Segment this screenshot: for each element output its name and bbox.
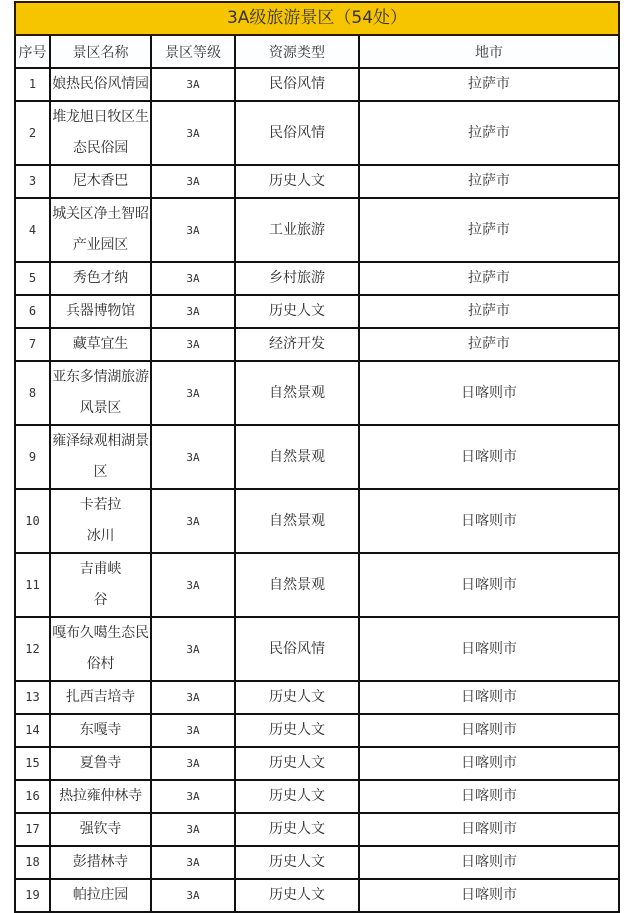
cell-grade: 3A (151, 489, 235, 553)
table-row (15, 846, 619, 879)
cell-city: 日喀则市 (359, 714, 619, 747)
cell-type: 历史人文 (235, 681, 359, 714)
cell-type: 历史人文 (235, 714, 359, 747)
cell-index: 8 (15, 361, 50, 425)
cell-name: 藏草宜生 (50, 328, 151, 361)
cell-name (50, 198, 151, 262)
cell-name-line: 吉甫峡 (79, 561, 122, 577)
cell-name-line: 态民俗园 (72, 140, 129, 156)
cell-city: 日喀则市 (359, 425, 619, 489)
cell-type: 历史人文 (235, 780, 359, 813)
header-name: 景区名称 (50, 35, 151, 68)
table-body (15, 68, 619, 912)
cell-index: 9 (15, 425, 50, 489)
cell-name: 兵器博物馆 (50, 295, 151, 328)
cell-grade: 3A (151, 165, 235, 198)
cell-grade: 3A (151, 68, 235, 101)
cell-index: 5 (15, 262, 50, 295)
table-row (15, 361, 619, 425)
cell-city: 日喀则市 (359, 681, 619, 714)
cell-index: 18 (15, 846, 50, 879)
cell-grade: 3A (151, 813, 235, 846)
table-row (15, 328, 619, 361)
table-row (15, 425, 619, 489)
cell-name: 尼木香巴 (50, 165, 151, 198)
cell-index: 14 (15, 714, 50, 747)
cell-type: 历史人文 (235, 846, 359, 879)
cell-index: 13 (15, 681, 50, 714)
scenic-spot-table-sheet (14, 1, 620, 913)
header-row (15, 35, 619, 68)
cell-type: 历史人文 (235, 747, 359, 780)
table-row (15, 198, 619, 262)
cell-grade: 3A (151, 681, 235, 714)
cell-city: 日喀则市 (359, 813, 619, 846)
header-index: 序号 (15, 35, 50, 68)
cell-city: 拉萨市 (359, 165, 619, 198)
cell-name (50, 617, 151, 681)
cell-name-line: 卡若拉 (79, 497, 122, 513)
table-row (15, 747, 619, 780)
cell-type: 民俗风情 (235, 617, 359, 681)
cell-grade: 3A (151, 101, 235, 165)
cell-index: 19 (15, 879, 50, 912)
cell-grade: 3A (151, 747, 235, 780)
cell-name (50, 361, 151, 425)
table-row (15, 617, 619, 681)
cell-name-line: 雍泽绿观相湖景 (52, 433, 149, 449)
scenic-spot-table (14, 1, 620, 913)
table-row (15, 879, 619, 912)
header-grade: 景区等级 (151, 35, 235, 68)
cell-type: 民俗风情 (235, 101, 359, 165)
cell-name-line: 冰川 (86, 528, 115, 544)
cell-type: 乡村旅游 (235, 262, 359, 295)
table-title: 3A级旅游景区（54处） (15, 2, 619, 35)
table-row (15, 68, 619, 101)
cell-name: 强钦寺 (50, 813, 151, 846)
cell-name: 夏鲁寺 (50, 747, 151, 780)
cell-index: 3 (15, 165, 50, 198)
cell-type: 自然景观 (235, 361, 359, 425)
cell-city: 日喀则市 (359, 617, 619, 681)
cell-city: 拉萨市 (359, 198, 619, 262)
cell-name: 秀色才纳 (50, 262, 151, 295)
table-row (15, 780, 619, 813)
cell-type: 经济开发 (235, 328, 359, 361)
table-row (15, 295, 619, 328)
cell-type: 历史人文 (235, 295, 359, 328)
table-row (15, 262, 619, 295)
cell-grade: 3A (151, 846, 235, 879)
table-row (15, 813, 619, 846)
cell-city: 日喀则市 (359, 879, 619, 912)
cell-city: 拉萨市 (359, 295, 619, 328)
cell-index: 12 (15, 617, 50, 681)
cell-index: 15 (15, 747, 50, 780)
cell-name-line: 亚东多情湖旅游 (52, 369, 149, 385)
header-type: 资源类型 (235, 35, 359, 68)
cell-city: 日喀则市 (359, 747, 619, 780)
table-row (15, 101, 619, 165)
cell-name (50, 425, 151, 489)
cell-index: 10 (15, 489, 50, 553)
cell-city: 日喀则市 (359, 553, 619, 617)
cell-city: 日喀则市 (359, 489, 619, 553)
cell-name-line: 俗村 (86, 656, 115, 672)
cell-name (50, 553, 151, 617)
table-row (15, 553, 619, 617)
cell-name: 帕拉庄园 (50, 879, 151, 912)
cell-type: 自然景观 (235, 489, 359, 553)
cell-index: 16 (15, 780, 50, 813)
cell-name-line: 城关区净土智昭 (52, 206, 149, 222)
cell-grade: 3A (151, 361, 235, 425)
cell-index: 1 (15, 68, 50, 101)
cell-index: 7 (15, 328, 50, 361)
cell-name (50, 101, 151, 165)
cell-city: 拉萨市 (359, 328, 619, 361)
cell-city: 日喀则市 (359, 780, 619, 813)
cell-name: 热拉雍仲林寺 (50, 780, 151, 813)
cell-name-line: 区 (93, 464, 108, 480)
cell-type: 历史人文 (235, 165, 359, 198)
cell-name: 娘热民俗风情园 (50, 68, 151, 101)
cell-grade: 3A (151, 295, 235, 328)
cell-type: 历史人文 (235, 813, 359, 846)
cell-name (50, 489, 151, 553)
cell-name: 扎西吉培寺 (50, 681, 151, 714)
cell-city: 日喀则市 (359, 361, 619, 425)
table-row (15, 489, 619, 553)
cell-index: 4 (15, 198, 50, 262)
cell-name-line: 产业园区 (72, 237, 129, 253)
cell-name-line: 堆龙旭日牧区生 (52, 109, 149, 125)
cell-name: 东嘎寺 (50, 714, 151, 747)
cell-grade: 3A (151, 714, 235, 747)
cell-index: 17 (15, 813, 50, 846)
cell-index: 11 (15, 553, 50, 617)
cell-index: 6 (15, 295, 50, 328)
cell-grade: 3A (151, 879, 235, 912)
table-row (15, 714, 619, 747)
cell-grade: 3A (151, 262, 235, 295)
header-city: 地市 (359, 35, 619, 68)
cell-name-line: 谷 (93, 592, 108, 608)
cell-grade: 3A (151, 553, 235, 617)
cell-grade: 3A (151, 425, 235, 489)
cell-grade: 3A (151, 780, 235, 813)
cell-city: 拉萨市 (359, 68, 619, 101)
cell-index: 2 (15, 101, 50, 165)
cell-city: 拉萨市 (359, 101, 619, 165)
cell-type: 自然景观 (235, 425, 359, 489)
cell-city: 拉萨市 (359, 262, 619, 295)
cell-grade: 3A (151, 198, 235, 262)
cell-type: 民俗风情 (235, 68, 359, 101)
title-row (15, 2, 619, 35)
cell-name: 彭措林寺 (50, 846, 151, 879)
cell-type: 历史人文 (235, 879, 359, 912)
cell-grade: 3A (151, 617, 235, 681)
cell-grade: 3A (151, 328, 235, 361)
cell-type: 工业旅游 (235, 198, 359, 262)
table-row (15, 681, 619, 714)
cell-city: 日喀则市 (359, 846, 619, 879)
cell-name-line: 风景区 (79, 400, 122, 416)
table-row (15, 165, 619, 198)
cell-type: 自然景观 (235, 553, 359, 617)
cell-name-line: 嘎布久噶生态民 (52, 625, 149, 641)
